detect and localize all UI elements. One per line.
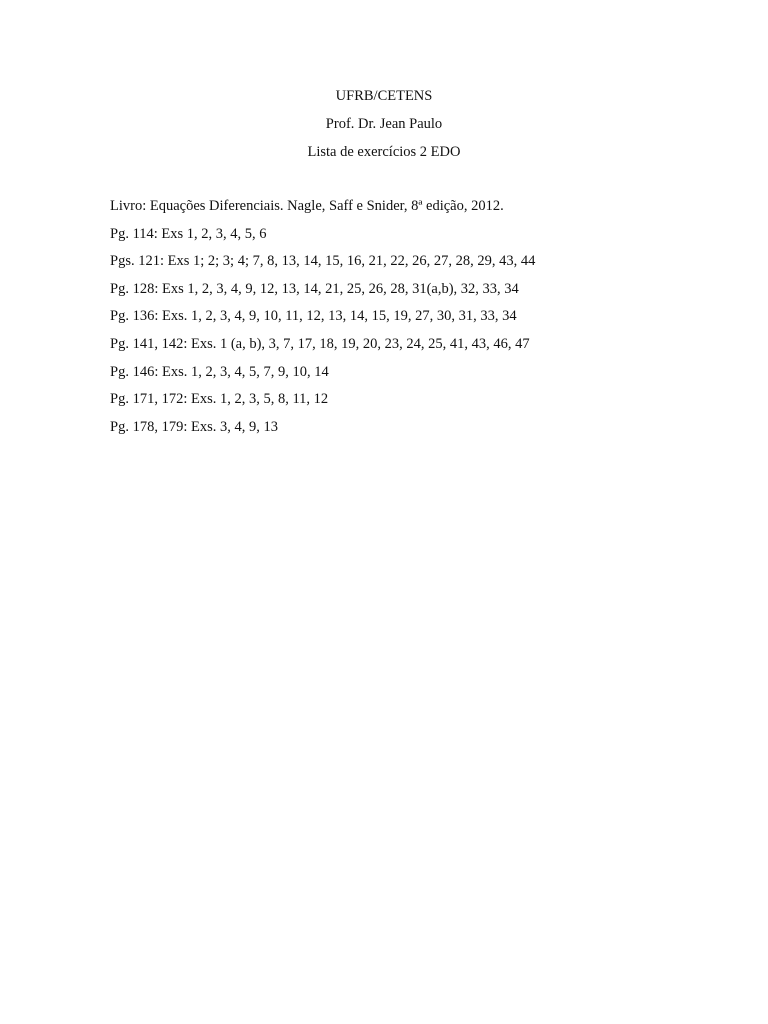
- exercise-line: Pg. 171, 172: Exs. 1, 2, 3, 5, 8, 11, 12: [110, 391, 329, 408]
- professor-name: Prof. Dr. Jean Paulo: [325, 116, 443, 132]
- document-body: [110, 196, 730, 444]
- exercise-line: Pg. 128: Exs 1, 2, 3, 4, 9, 12, 13, 14, 21, 25, 26, 28, 31(a,b), 32, 33, 34: [110, 280, 519, 297]
- institution-title: UFRB/CETENS: [335, 88, 433, 104]
- exercise-line: Pg. 178, 179: Exs. 3, 4, 9, 13: [110, 418, 278, 435]
- exercise-line: Pgs. 121: Exs 1; 2; 3; 4; 7, 8, 13, 14, 15, 16, 21, 22, 26, 27, 28, 29, 43, 44: [110, 253, 536, 270]
- exercise-line: Pg. 136: Exs. 1, 2, 3, 4, 9, 10, 11, 12, 13, 14, 15, 19, 27, 30, 31, 33, 34: [110, 308, 517, 325]
- book-reference: Livro: Equações Diferenciais. Nagle, Saff e Snider, 8ª edição, 2012.: [110, 198, 504, 214]
- document-header: [0, 85, 768, 169]
- exercise-line: Pg. 146: Exs. 1, 2, 3, 4, 5, 7, 9, 10, 14: [110, 363, 329, 380]
- list-title: Lista de exercícios 2 EDO: [307, 144, 461, 160]
- exercise-line: Pg. 141, 142: Exs. 1 (a, b), 3, 7, 17, 18, 19, 20, 23, 24, 25, 41, 43, 46, 47: [110, 335, 530, 352]
- exercise-line: Pg. 114: Exs 1, 2, 3, 4, 5, 6: [110, 225, 267, 242]
